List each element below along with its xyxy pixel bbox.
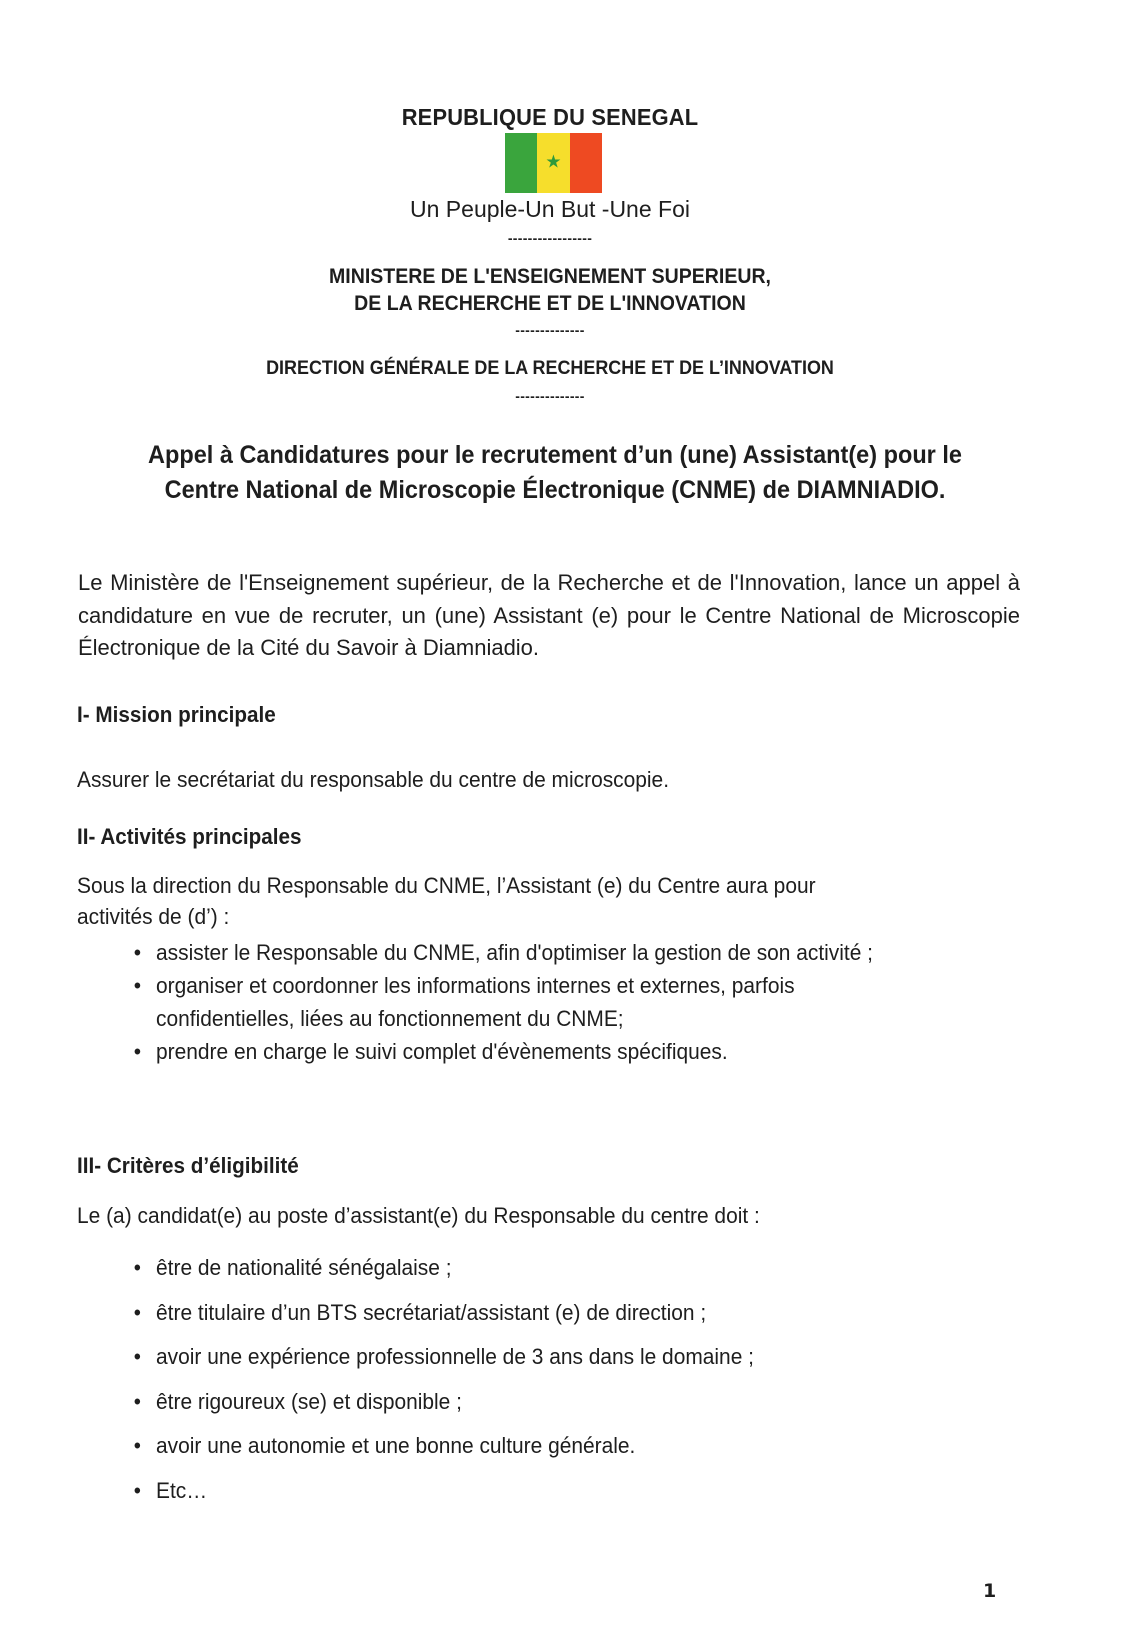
- list-item: [130, 1424, 754, 1469]
- flag-red-band: [570, 133, 602, 193]
- list-item-text: prendre en charge le suivi complet d'évènements spécifiques.: [156, 1039, 728, 1064]
- criteria-list: [130, 1246, 754, 1513]
- list-item-text: organiser et coordonner les informations internes et externes, parfois: [156, 973, 795, 998]
- title-line-1: Appel à Candidatures pour le recrutement d’un (une) Assistant(e) pour le: [148, 441, 962, 469]
- flag-green-band: [505, 133, 537, 193]
- senegal-flag-icon: [505, 133, 602, 193]
- ministry-line-1: MINISTERE DE L'ENSEIGNEMENT SUPERIEUR,: [329, 265, 771, 288]
- section-heading-activities: II- Activités principales: [77, 824, 302, 849]
- bullet-icon: •: [133, 973, 142, 998]
- flag-yellow-band: [537, 133, 569, 193]
- section-heading-mission: I- Mission principale: [77, 702, 276, 727]
- direction-name: DIRECTION GÉNÉRALE DE LA RECHERCHE ET DE L’INNOVATION: [266, 357, 834, 379]
- page-number: 1: [983, 1580, 997, 1602]
- list-item: [130, 1035, 873, 1068]
- activities-intro: [77, 870, 816, 932]
- list-item: [130, 1335, 754, 1380]
- separator: --------------: [515, 322, 585, 338]
- activities-intro-line-2: activités de (d’) :: [77, 904, 230, 929]
- ministry-name: [39, 263, 1062, 317]
- bullet-icon: •: [133, 1255, 141, 1280]
- intro-paragraph: Le Ministère de l'Enseignement supérieur, de la Recherche et de l'Innovation, lance un appel à candidature en vue de recruter, un (une) Assistant (e) pour le Centre National de Microscopie Électronique de la Cité du Savoir à Diamniadio.: [78, 570, 1020, 660]
- list-item-text: être titulaire d’un BTS secrétariat/assistant (e) de direction ;: [156, 1299, 707, 1325]
- list-item-text: être de nationalité sénégalaise ;: [156, 1255, 452, 1280]
- list-item-text: Etc…: [156, 1477, 208, 1503]
- list-item: [130, 1291, 754, 1336]
- ministry-line-2: DE LA RECHERCHE ET DE L'INNOVATION: [354, 292, 746, 315]
- separator: --------------: [515, 388, 585, 404]
- mission-text: Assurer le secrétariat du responsable du centre de microscopie.: [77, 767, 670, 792]
- list-item: [130, 936, 873, 969]
- title-line-2: Centre National de Microscopie Électronique (CNME) de DIAMNIADIO.: [164, 476, 946, 504]
- activities-list: [130, 936, 873, 1068]
- list-item-text: être rigoureux (se) et disponible ;: [156, 1388, 462, 1414]
- list-item-text: avoir une expérience professionnelle de 3 ans dans le domaine ;: [156, 1344, 754, 1369]
- bullet-icon: •: [133, 1299, 141, 1325]
- bullet-icon: •: [133, 1477, 141, 1503]
- bullet-icon: •: [133, 1388, 141, 1414]
- country-title: REPUBLIQUE DU SENEGAL: [401, 104, 699, 130]
- list-item: [130, 1380, 754, 1425]
- list-item: [130, 1246, 754, 1291]
- list-item-text: confidentielles, liées au fonctionnement du CNME;: [156, 1006, 624, 1031]
- activities-intro-line-1: Sous la direction du Responsable du CNME, l’Assistant (e) du Centre aura pour: [77, 873, 816, 898]
- list-item-text: avoir une autonomie et une bonne culture générale.: [156, 1433, 636, 1458]
- list-item: [130, 969, 873, 1035]
- national-motto: Un Peuple-Un But -Une Foi: [410, 196, 690, 222]
- bullet-icon: •: [133, 1344, 141, 1369]
- bullet-icon: •: [133, 1433, 141, 1458]
- list-item: [130, 1469, 754, 1514]
- bullet-icon: •: [133, 1039, 142, 1064]
- document-title: [33, 438, 1076, 508]
- bullet-icon: •: [133, 940, 142, 965]
- section-heading-criteria: III- Critères d’éligibilité: [77, 1153, 299, 1178]
- list-item-text: assister le Responsable du CNME, afin d'optimiser la gestion de son activité ;: [156, 940, 873, 965]
- star-icon: ★: [545, 151, 562, 173]
- separator: -----------------: [507, 230, 593, 246]
- criteria-intro: Le (a) candidat(e) au poste d’assistant(e) du Responsable du centre doit :: [77, 1203, 760, 1228]
